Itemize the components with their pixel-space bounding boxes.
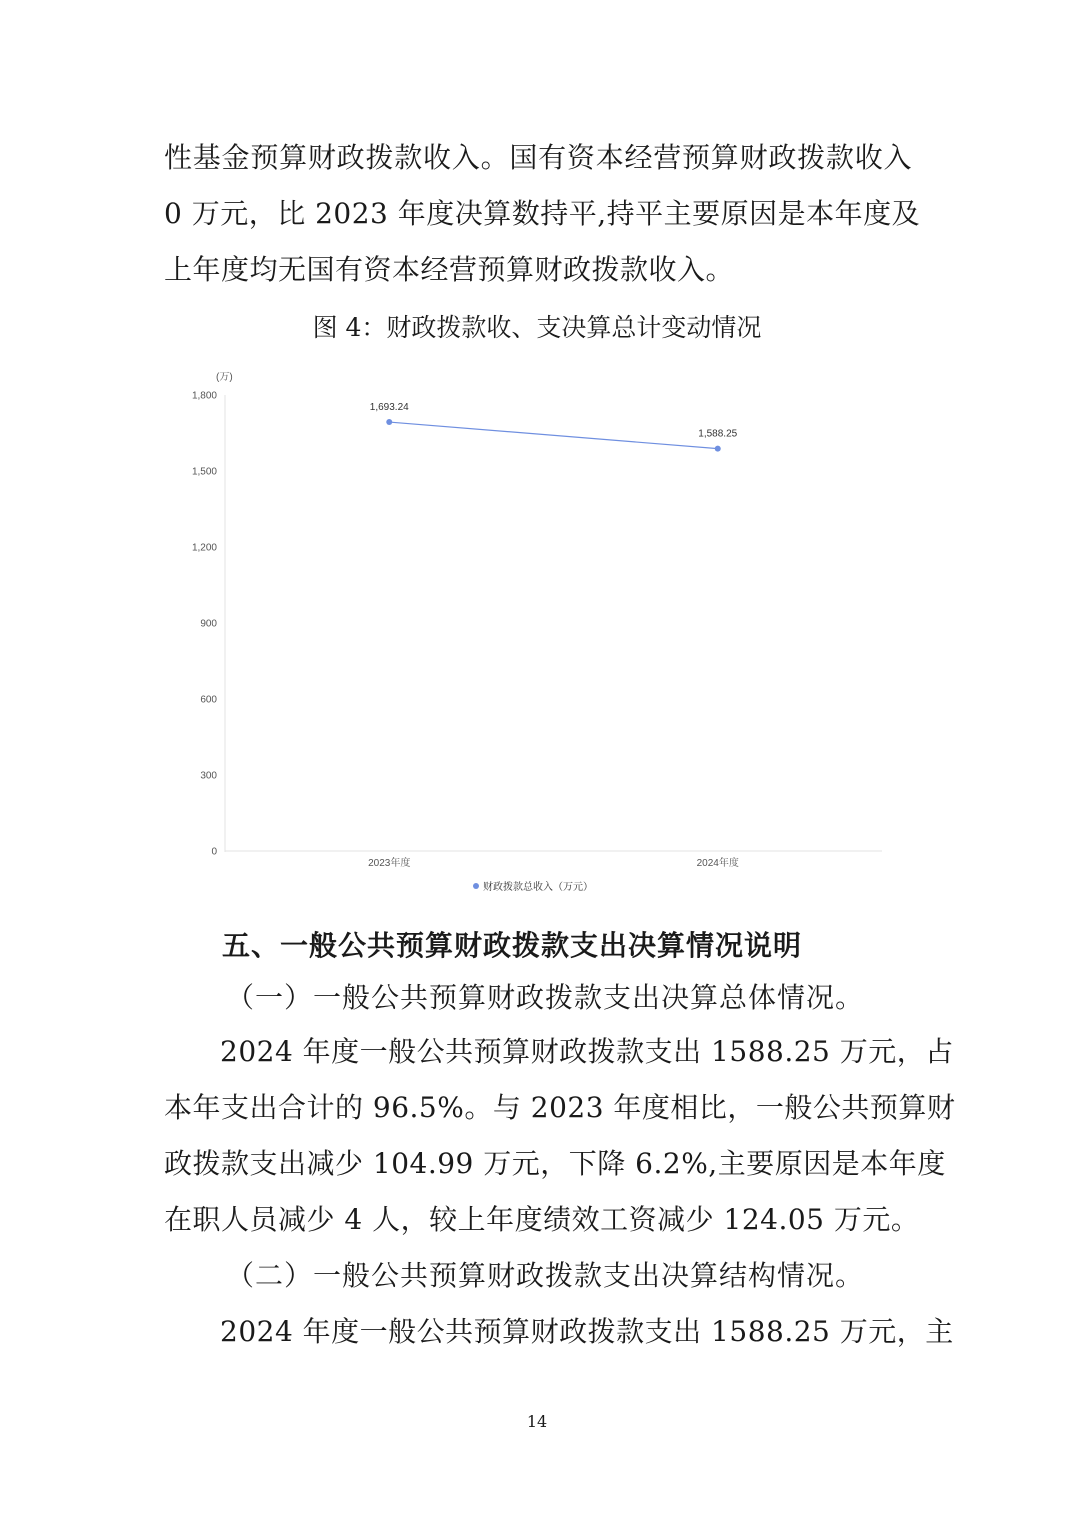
chart-legend [473,880,593,893]
y-tick-label: 300 [200,770,217,782]
y-tick-label: 900 [200,618,217,630]
page-number: 14 [526,1412,548,1431]
y-tick-label: 1,200 [191,542,217,554]
data-label: 1,693.24 [369,402,409,414]
subsection-heading: （二）一般公共预算财政拨款支出决算结构情况。 [226,1259,865,1292]
body-text-line: 上年度均无国有资本经营预算财政拨款收入。 [164,253,735,286]
body-text-line: 性基金预算财政拨款收入。国有资本经营预算财政拨款收入 [164,141,912,174]
line-chart [170,360,900,900]
figure-caption: 图 4：财政拨款收、支决算总计变动情况 [312,313,762,342]
body-text-line: 本年支出合计的 96.5%。与 2023 年度相比，一般公共预算财 [164,1091,956,1124]
series-line-total-income [389,422,718,449]
body-text-line: 0 万元，比 2023 年度决算数持平,持平主要原因是本年度及 [164,197,921,230]
y-tick-label: 1,800 [191,390,217,402]
body-text-line: 2024 年度一般公共预算财政拨款支出 1588.25 万元，主 [220,1315,954,1348]
section-heading: 五、一般公共预算财政拨款支出决算情况说明 [222,929,803,962]
y-axis-unit-label: (万) [216,372,233,383]
x-tick-label: 2023年度 [368,858,411,869]
body-text-line: 在职人员减少 4 人，较上年度绩效工资减少 124.05 万元。 [164,1203,920,1236]
legend-label: 财政拨款总收入（万元） [483,882,593,893]
x-tick-label: 2024年度 [696,858,739,869]
data-point [386,419,392,425]
y-tick-label: 0 [211,846,217,858]
subsection-heading: （一）一般公共预算财政拨款支出决算总体情况。 [226,981,865,1014]
data-point [715,446,721,452]
y-tick-label: 1,500 [191,466,217,478]
body-text-line: 政拨款支出减少 104.99 万元，下降 6.2%,主要原因是本年度 [164,1147,946,1180]
body-text-line: 2024 年度一般公共预算财政拨款支出 1588.25 万元，占 [220,1035,954,1068]
y-tick-label: 600 [200,694,217,706]
data-label: 1,588.25 [698,428,738,440]
legend-marker [473,883,479,889]
